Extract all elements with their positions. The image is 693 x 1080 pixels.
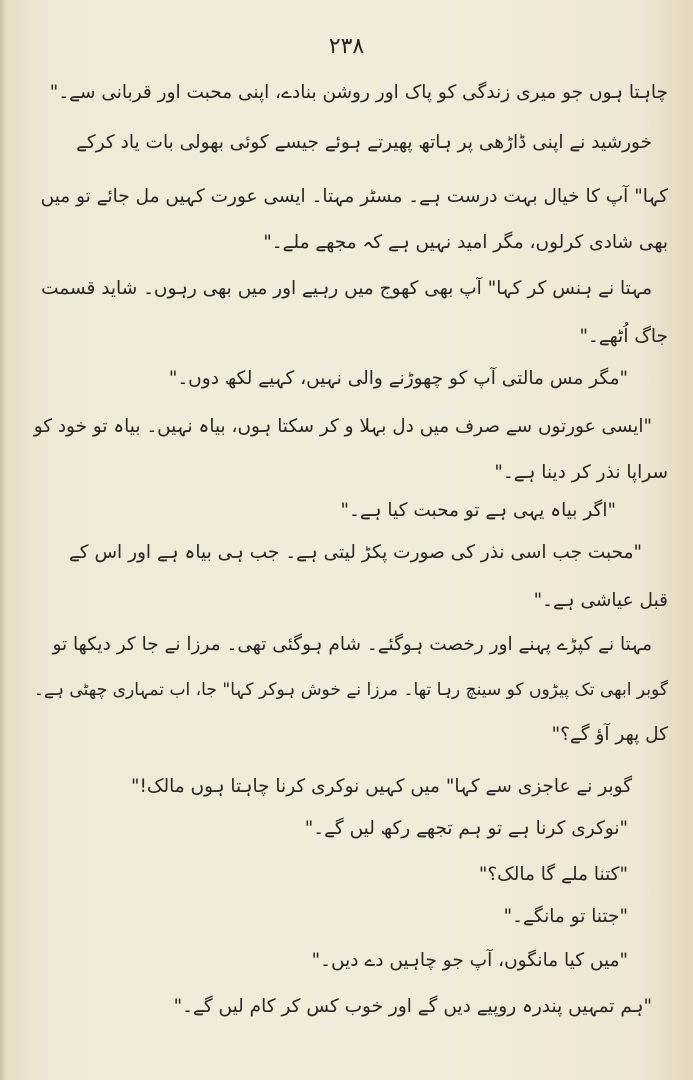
- text-line: "کتنا ملے گا مالک؟": [478, 864, 628, 885]
- text-line: خورشید نے اپنی ڈاڑھی پر ہاتھ پھیرتے ہوئے جیسے کوئی بھولی بات یاد کرکے: [76, 132, 652, 153]
- text-line: مہتا نے کپڑے پہنے اور رخصت ہوگئے۔ شام ہوگئی تھی۔ مرزا نے جا کر دیکھا تو: [52, 634, 652, 655]
- text-line: "میں کیا مانگوں، آپ جو چاہیں دے دیں۔": [311, 950, 628, 971]
- text-line: کہا" آپ کا خیال بہت درست ہے۔ مسٹر مہتا۔ ایسی عورت کہیں مل جائے تو میں: [40, 186, 668, 207]
- text-line: "ایسی عورتوں سے صرف میں دل بہلا و کر سکتا ہوں، بیاہ نہیں۔ بیاہ تو خود کو: [33, 416, 652, 437]
- text-line: گوبر نے عاجزی سے کہا" میں کہیں نوکری کرنا چاہتا ہوں مالک!": [131, 776, 632, 797]
- text-line: "نوکری کرنا ہے تو ہم تجھے رکھ لیں گے۔": [304, 818, 628, 839]
- page-number: ۲۳۸: [328, 34, 365, 59]
- text-line: گوبر ابھی تک پیڑوں کو سینچ رہا تھا۔ مرزا نے خوش ہوکر کہا" جا، اب تمہاری چھٹی ہے۔: [34, 680, 668, 700]
- text-line: "مگر مس مالتی آپ کو چھوڑنے والی نہیں، کہیے لکھ دوں۔": [168, 368, 628, 389]
- text-line: قبل عیاشی ہے۔": [533, 590, 668, 611]
- text-line: "جتنا تو مانگے۔": [503, 906, 628, 927]
- text-line: "اگر بیاہ یہی ہے تو محبت کیا ہے۔": [340, 500, 616, 521]
- text-line: سراپا نذر کر دینا ہے۔": [494, 462, 668, 483]
- text-line: جاگ اُٹھے۔": [579, 326, 668, 347]
- text-line: "محبت جب اسی نذر کی صورت پکڑ لیتی ہے۔ جب ہی بیاہ ہے اور اس کے: [68, 542, 642, 563]
- text-line: کل پھر آؤ گے؟": [551, 724, 668, 745]
- text-line: "ہم تمہیں پندرہ روپیے دیں گے اور خوب کس کر کام لیں گے۔": [173, 996, 652, 1017]
- page-edge-shadow: [0, 0, 6, 1080]
- text-line: بھی شادی کرلوں، مگر امید نہیں ہے کہ مجھے ملے۔": [263, 232, 668, 253]
- text-line: چاہتا ہوں جو میری زندگی کو پاک اور روشن بنادے، اپنی محبت اور قربانی سے۔": [49, 82, 668, 103]
- text-line: مہتا نے ہنس کر کہا" آپ بھی کھوج میں رہیے اور میں بھی رہوں۔ شاید قسمت: [41, 278, 652, 299]
